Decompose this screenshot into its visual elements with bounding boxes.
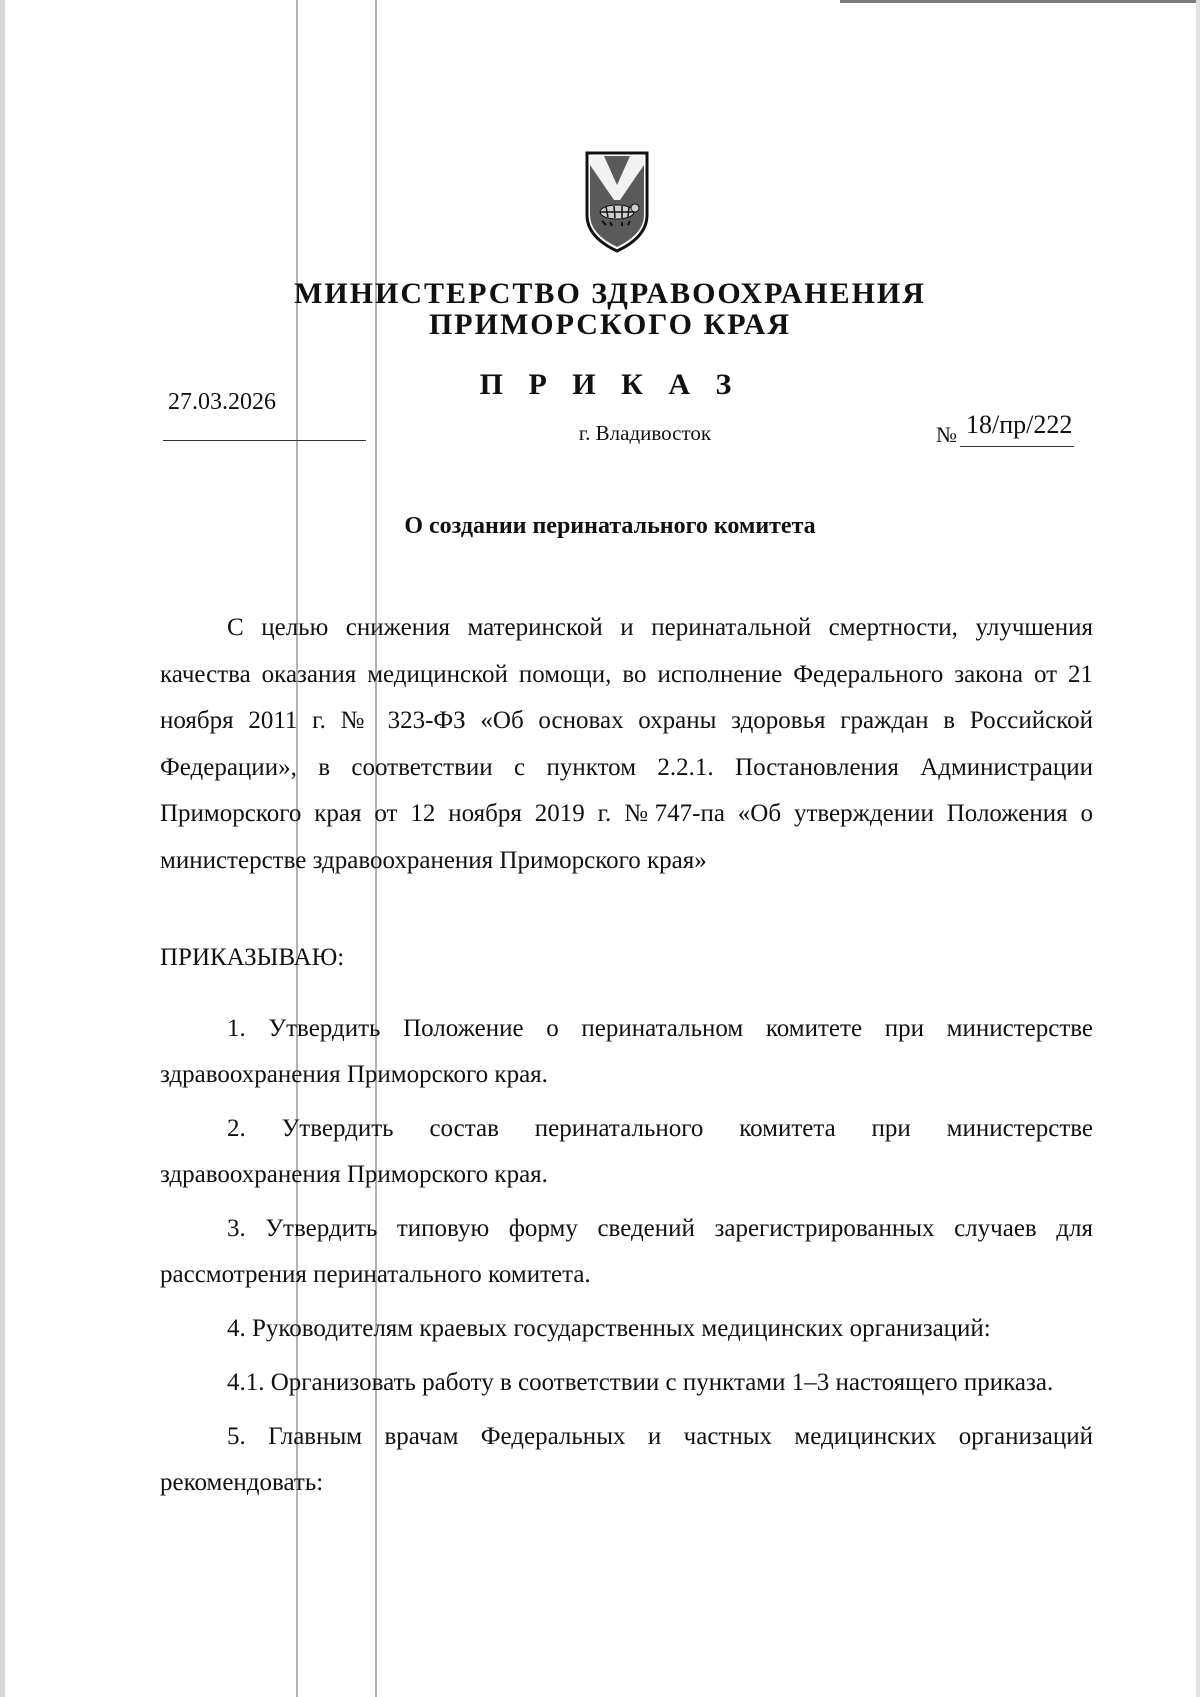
order-item: 5. Главным врачам Федеральных и частных медицинских организаций рекомендовать:	[160, 1423, 1093, 1496]
order-item: 3. Утвердить типовую форму сведений зарегистрированных случаев для рассмотрения перинатального комитета.	[160, 1215, 1093, 1288]
date-underline	[163, 440, 366, 441]
number-underline	[960, 446, 1074, 447]
scan-left-edge	[0, 0, 5, 1697]
order-heading: ПРИКАЗЫВАЮ:	[160, 944, 345, 971]
scan-top-edge	[840, 0, 1200, 3]
ministry-name-line-1: МИНИСТЕРСТВО ЗДРАВООХРАНЕНИЯ	[294, 277, 926, 310]
order-item: 4. Руководителям краевых государственных медицинских организаций:	[227, 1315, 991, 1342]
scan-right-edge	[1196, 0, 1200, 1697]
order-item: 1. Утвердить Положение о перинатальном комитете при министерстве здравоохранения Приморского края.	[160, 1015, 1093, 1088]
order-subject: О создании перинатального комитета	[404, 513, 816, 539]
number-sign: №	[936, 422, 957, 447]
order-item: 4.1. Организовать работу в соответствии с пунктами 1–3 настоящего приказа.	[227, 1369, 1054, 1396]
coat-of-arms-emblem	[582, 145, 652, 257]
document-type-title: П Р И К А З	[479, 368, 741, 401]
order-date: 27.03.2026	[168, 389, 276, 415]
order-item: 2. Утвердить состав перинатального комитета при министерстве здравоохранения Приморского края.	[160, 1115, 1093, 1188]
preamble-paragraph: С целью снижения материнской и перинатальной смертности, улучшения качества оказания медицинской помощи, во исполнение Федерального закона от 21 ноября 2011 г. № 323-ФЗ «Об основах охраны здоровья граждан в Российской Федерации», в соответствии с пунктом 2.2.1. Постановления Администрации Приморского края от 12 ноября 2019 г. №747-па «Об утверждении Положения о министерстве здравоохранения Приморского края»	[160, 614, 1093, 874]
city-name: г. Владивосток	[578, 421, 712, 445]
order-number: 18/пр/222	[966, 410, 1073, 439]
ministry-name-line-2: ПРИМОРСКОГО КРАЯ	[428, 308, 792, 341]
order-items-list	[160, 1006, 1093, 1514]
